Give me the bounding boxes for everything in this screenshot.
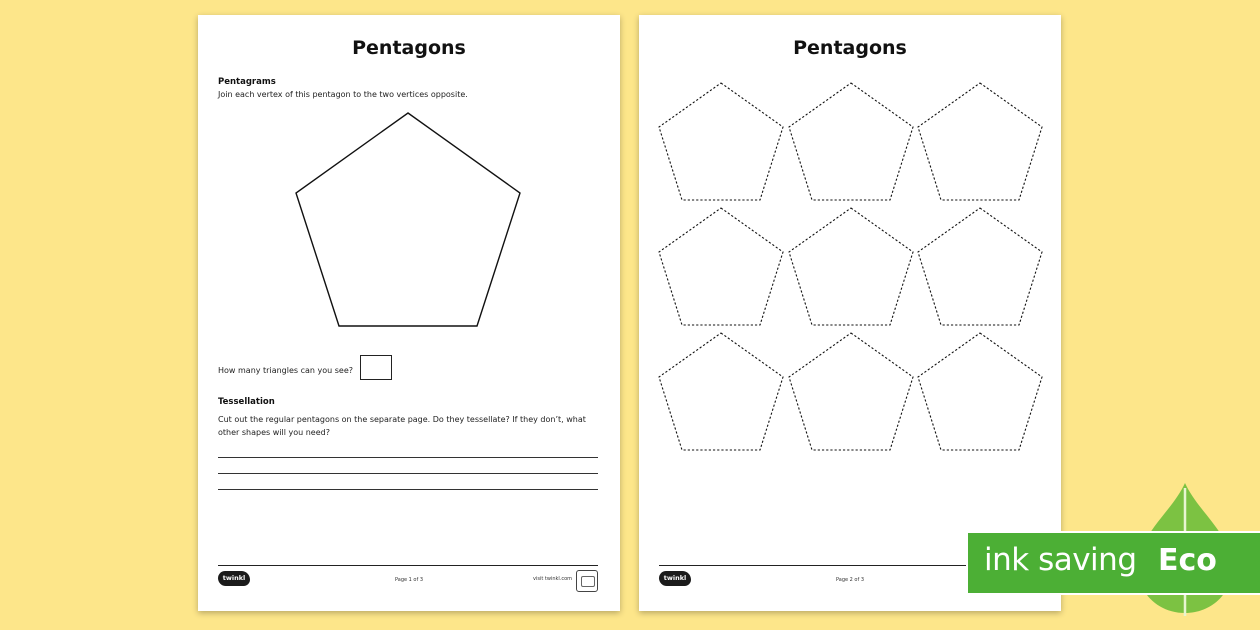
page-title: Pentagons	[352, 37, 466, 59]
pentagrams-instruction: Join each vertex of this pentagon to the two vertices opposite.	[218, 90, 468, 99]
triangles-question: How many triangles can you see?	[218, 366, 354, 375]
pentagrams-heading: Pentagrams	[218, 77, 276, 87]
cutout-pentagon	[657, 81, 785, 203]
page-number: Page 1 of 3	[394, 577, 424, 583]
cutout-pentagon	[916, 331, 1044, 453]
cutout-pentagon	[916, 81, 1044, 203]
twinkl-logo: twinkl	[659, 571, 691, 586]
page-title: Pentagons	[793, 37, 907, 59]
worksheet-page-1	[198, 15, 620, 611]
cutout-pentagon	[787, 81, 915, 203]
writing-line	[218, 457, 598, 458]
cutout-pentagon	[657, 206, 785, 328]
footer-rule	[218, 565, 598, 566]
cutout-pentagon	[916, 206, 1044, 328]
cutout-pentagon	[657, 331, 785, 453]
writing-line	[218, 489, 598, 490]
twinkl-logo: twinkl	[218, 571, 250, 586]
writing-line	[218, 473, 598, 474]
quality-badge-icon	[576, 570, 598, 592]
cutout-pentagon	[787, 206, 915, 328]
page-number: Page 2 of 3	[835, 577, 865, 583]
tessellation-question: Cut out the regular pentagons on the separate page. Do they tessellate? If they don’t, what other shapes will you need?	[218, 415, 586, 437]
tessellation-heading: Tessellation	[218, 397, 275, 407]
answer-box[interactable]	[360, 355, 392, 380]
cutout-pentagon	[787, 331, 915, 453]
site-url: visit twinkl.com	[533, 576, 573, 582]
worksheet-page-2	[639, 15, 1061, 611]
ink-saving-label: ink saving	[984, 542, 1137, 578]
eco-label: Eco	[1158, 543, 1217, 578]
pentagon-shape	[294, 111, 522, 328]
